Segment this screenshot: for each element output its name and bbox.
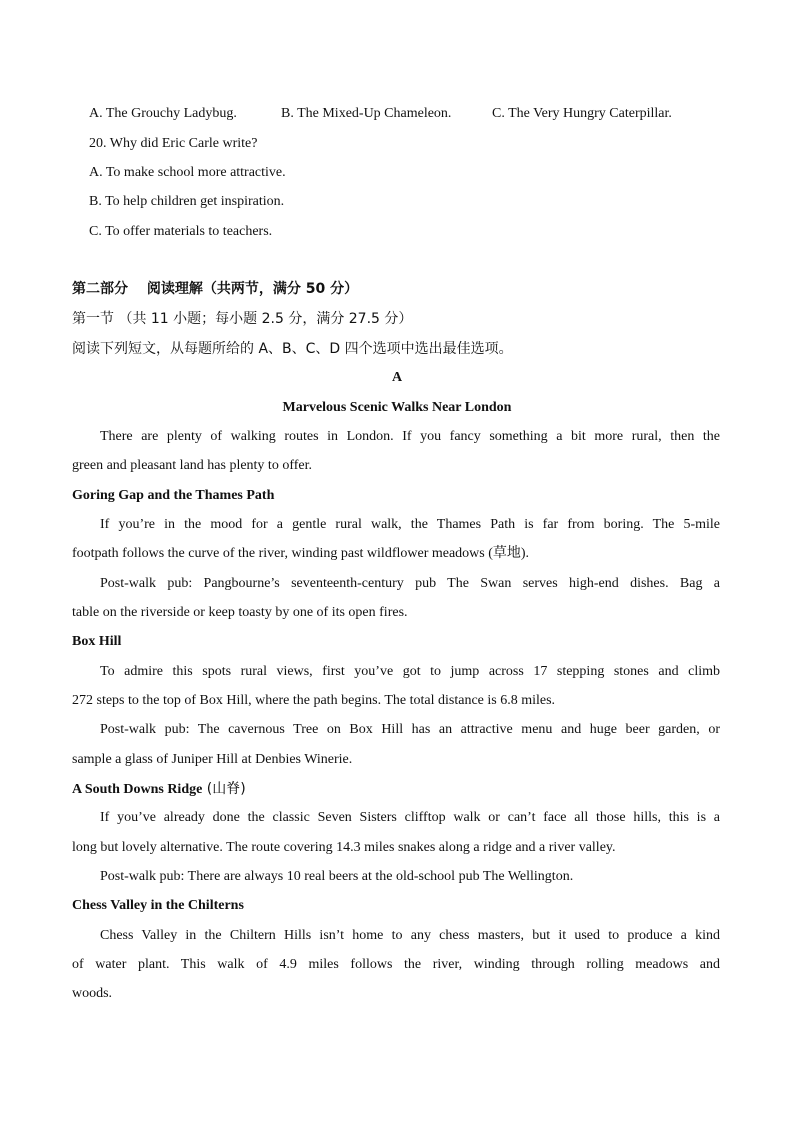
paragraph-line: table on the riverside or keep toasty by one of its open fires. [72,605,408,620]
q19-option-b: B. The Mixed-Up Chameleon. [281,106,452,121]
part2-heading: 第二部分 阅读理解（共两节，满分 50 分） [72,281,359,297]
q19-option-a: A. The Grouchy Ladybug. [89,106,237,121]
paragraph-line: Post-walk pub: The cavernous Tree on Box Hill has an attractive menu and huge beer garden, or [100,722,720,737]
q19-option-c: C. The Very Hungry Caterpillar. [492,106,672,121]
q20-option-a: A. To make school more attractive. [89,165,286,180]
section-heading-chess-valley: Chess Valley in the Chilterns [72,898,244,913]
q20-option-b: B. To help children get inspiration. [89,194,285,209]
paragraph-line: footpath follows the curve of the river, winding past wildflower meadows (草地). [72,546,530,561]
paragraph-line: woods. [72,986,113,1001]
passage-title: Marvelous Scenic Walks Near London [282,400,512,415]
section1-heading: 第一节 （共 11 小题；每小题 2.5 分，满分 27.5 分） [72,311,413,327]
section-heading-goring-gap: Goring Gap and the Thames Path [72,488,275,503]
section-heading-gloss: (山脊) [202,781,246,797]
passage-letter: A [391,370,403,385]
section-heading-south-downs-ridge [72,779,246,800]
section-heading-box-hill: Box Hill [72,634,122,649]
paragraph-line: If you’re in the mood for a gentle rural walk, the Thames Path is far from boring. The 5-mile [100,517,720,532]
paragraph-line: 272 steps to the top of Box Hill, where the path begins. The total distance is 6.8 miles. [72,693,556,708]
paragraph-line: If you’ve already done the classic Seven Sisters clifftop walk or can’t face all those hills, this is a [100,810,720,825]
intro-line-1: There are plenty of walking routes in London. If you fancy something a bit more rural, then the [100,429,720,444]
q20-question: 20. Why did Eric Carle write? [89,136,258,151]
section-heading-text: A South Downs Ridge [72,782,203,797]
paragraph-line: Post-walk pub: Pangbourne’s seventeenth-century pub The Swan serves high-end dishes. Bag a [100,576,720,591]
paragraph-line: sample a glass of Juniper Hill at Denbies Winerie. [72,752,353,767]
instruction-text: 阅读下列短文，从每题所给的 A、B、C、D 四个选项中选出最佳选项。 [72,341,513,357]
paragraph-line: of water plant. This walk of 4.9 miles follows the river, winding through rolling meadows and [72,957,720,972]
paragraph-line: Post-walk pub: There are always 10 real beers at the old-school pub The Wellington. [100,869,574,884]
paragraph-line: To admire this spots rural views, first you’ve got to jump across 17 stepping stones and climb [100,664,720,679]
q20-option-c: C. To offer materials to teachers. [89,224,273,239]
intro-line-2: green and pleasant land has plenty to offer. [72,458,312,473]
paragraph-line: Chess Valley in the Chiltern Hills isn’t home to any chess masters, but it used to produce a kind [100,928,720,943]
paragraph-line: long but lovely alternative. The route covering 14.3 miles snakes along a ridge and a river valley. [72,840,616,855]
